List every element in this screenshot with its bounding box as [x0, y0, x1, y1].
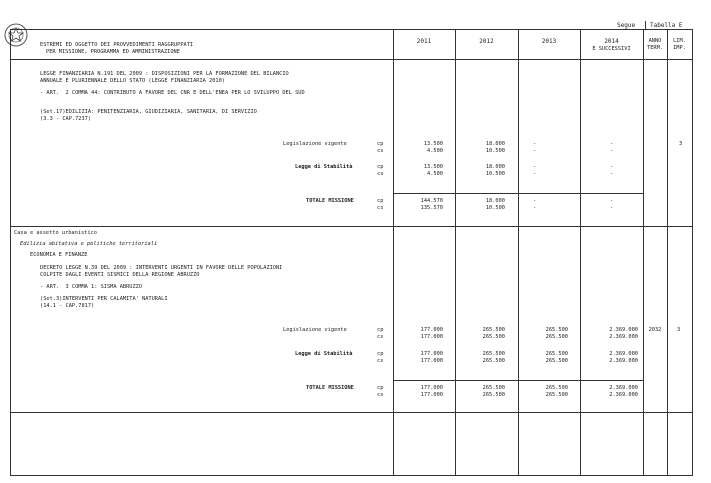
s2-admin: ECONOMIA E FINANZE: [30, 252, 88, 258]
s2-leg-2013-cs: 265.500: [545, 334, 568, 340]
s2-tot-cs: cs: [377, 392, 384, 398]
s2-tot-2011-cs: 177.000: [420, 392, 443, 398]
s1-tot-2013-cs: -: [533, 205, 537, 211]
s2-leg-lin: 3: [677, 327, 681, 333]
col-2011-header: 2011: [416, 38, 432, 45]
s2-tot-2012-cs: 265.500: [482, 392, 505, 398]
s1-tot-cs: cs: [377, 205, 384, 211]
segue-label: Segue: [617, 22, 636, 29]
s2-stab-label: Legge di Stabilità: [295, 351, 353, 357]
s2-tot-2013-cp: 265.500: [545, 385, 568, 391]
s2-stab-2014-cs: 2.369.000: [609, 358, 638, 364]
s2-law-line1: DECRETO LEGGE N.39 DEL 2009 : INTERVENTI URGENTI IN FAVORE DELLE POPOLAZIONI: [40, 265, 283, 271]
s2-stab-2014-cp: 2.369.000: [609, 351, 638, 357]
s2-stab-2011-cs: 177.000: [420, 358, 443, 364]
s2-set-line1: (Set.3)INTERVENTI PER CALAMITA' NATURALI: [40, 296, 168, 302]
s1-art: - ART. 2 COMMA 44: CONTRIBUTO A FAVORE DEL CNR E DELL'ENEA PER LO SVILUPPO DEL SUD: [40, 90, 305, 96]
s2-art: - ART. 3 COMMA 1: SISMA ABRUZZO: [40, 284, 143, 290]
s1-leg-label: Legislazione vigente: [283, 141, 347, 147]
s2-stab-2012-cp: 265.500: [482, 351, 505, 357]
s1-leg-2014-cp: -: [610, 141, 614, 147]
s2-stab-cp: cp: [377, 351, 384, 357]
s2-leg-cs: cs: [377, 334, 384, 340]
s2-leg-2012-cp: 265.500: [482, 327, 505, 333]
s1-leg-cs: cs: [377, 148, 384, 154]
s1-law-line2: ANNUALE E PLURIENNALE DELLO STATO (LEGGE FINANZIARIA 2010): [40, 78, 225, 84]
s2-leg-2013-cp: 265.500: [545, 327, 568, 333]
s1-stab-2013-cs: -: [533, 171, 537, 177]
s1-leg-2014-cs: -: [610, 148, 614, 154]
s2-leg-cp: cp: [377, 327, 384, 333]
s1-tot-2013-cp: -: [533, 198, 537, 204]
s2-tot-label: TOTALE MISSIONE: [306, 385, 354, 391]
header-title-line1: ESTREMI ED OGGETTO DEI PROVVEDIMENTI RAGGRUPPATI: [40, 42, 194, 48]
s2-stab-2013-cs: 265.500: [545, 358, 568, 364]
s1-leg-2011-cs: 4.500: [427, 148, 443, 154]
s1-stab-2012-cs: 10.500: [485, 171, 505, 177]
s1-leg-2013-cs: -: [533, 148, 537, 154]
s1-law-line1: LEGGE FINANZIARIA N.191 DEL 2009 : DISPOSIZIONI PER LA FORMAZIONE DEL BILANCIO: [40, 71, 289, 77]
s2-mission: Casa e assetto urbanistico: [14, 230, 97, 236]
s1-leg-2012-cp: 18.000: [485, 141, 505, 147]
s2-leg-2014-cs: 2.369.000: [609, 334, 638, 340]
s1-stab-cp: cp: [377, 164, 384, 170]
s2-tot-2013-cs: 265.500: [545, 392, 568, 398]
republic-emblem-icon: [3, 22, 29, 48]
s2-stab-2011-cp: 177.000: [420, 351, 443, 357]
s1-leg-2012-cs: 10.500: [485, 148, 505, 154]
s2-leg-2011-cs: 177.000: [420, 334, 443, 340]
s1-stab-label: Legge di Stabilità: [295, 164, 353, 170]
s1-stab-2014-cp: -: [610, 164, 614, 170]
s2-stab-2012-cs: 265.500: [482, 358, 505, 364]
s2-tot-cp: cp: [377, 385, 384, 391]
col-lin-header: LIM.: [673, 38, 686, 44]
s1-set-line1: (Set.17)EDILIZIA: PENITENZIARIA, GIUDIZIARIA, SANITARIA, DI SERVIZIO: [40, 109, 257, 115]
s2-tot-2014-cs: 2.369.000: [609, 392, 638, 398]
s2-leg-2012-cs: 265.500: [482, 334, 505, 340]
s1-leg-2013-cp: -: [533, 141, 537, 147]
s2-leg-2011-cp: 177.000: [420, 327, 443, 333]
tabella-label: Tabella E: [650, 22, 683, 29]
s2-stab-cs: cs: [377, 358, 384, 364]
s1-tot-2014-cs: -: [610, 205, 614, 211]
header-title-line2: PER MISSIONE, PROGRAMMA ED AMMINISTRAZIONE: [46, 49, 180, 55]
col-2014-header: 2014: [604, 38, 619, 45]
s1-stab-2011-cp: 13.500: [423, 164, 443, 170]
col-term-header: TERM.: [647, 45, 663, 51]
s2-leg-anno: 2032: [648, 327, 662, 333]
s2-leg-label: Legislazione vigente: [283, 327, 347, 333]
s1-stab-2013-cp: -: [533, 164, 537, 170]
col-2014-sub-header: E SUCCESSIVI: [592, 46, 631, 52]
s2-law-line2: COLPITE DAGLI EVENTI SISMICI DELLA REGIONE ABRUZZO: [40, 272, 200, 278]
s2-leg-2014-cp: 2.369.000: [609, 327, 638, 333]
s2-program: Edilizia abitativa e politiche territoriali: [20, 241, 158, 247]
s1-tot-2014-cp: -: [610, 198, 614, 204]
s1-leg-2011-cp: 13.500: [423, 141, 443, 147]
s2-stab-2013-cp: 265.500: [545, 351, 568, 357]
s1-stab-2012-cp: 18.000: [485, 164, 505, 170]
col-imp-header: IMP.: [673, 45, 686, 51]
col-anno-header: ANNO: [648, 38, 662, 44]
s1-tot-2011-cs: 135.570: [420, 205, 443, 211]
col-2012-header: 2012: [479, 38, 494, 45]
s1-stab-2011-cs: 4.500: [427, 171, 443, 177]
s2-set-line2: (14.1 - CAP.7817): [40, 303, 95, 309]
s1-stab-2014-cs: -: [610, 171, 614, 177]
s1-set-line2: (3.3 - CAP.7237): [40, 116, 92, 122]
s1-tot-2011-cp: 144.570: [420, 198, 443, 204]
s1-tot-label: TOTALE MISSIONE: [306, 198, 354, 204]
s2-tot-2011-cp: 177.000: [420, 385, 443, 391]
s1-tot-cp: cp: [377, 198, 384, 204]
s2-tot-2014-cp: 2.369.000: [609, 385, 638, 391]
s1-stab-cs: cs: [377, 171, 384, 177]
s1-tot-2012-cp: 18.000: [485, 198, 505, 204]
s2-tot-2012-cp: 265.500: [482, 385, 505, 391]
s1-leg-lin: 3: [679, 141, 683, 147]
s1-leg-cp: cp: [377, 141, 384, 147]
s1-tot-2012-cs: 10.500: [485, 205, 505, 211]
col-2013-header: 2013: [541, 38, 557, 45]
